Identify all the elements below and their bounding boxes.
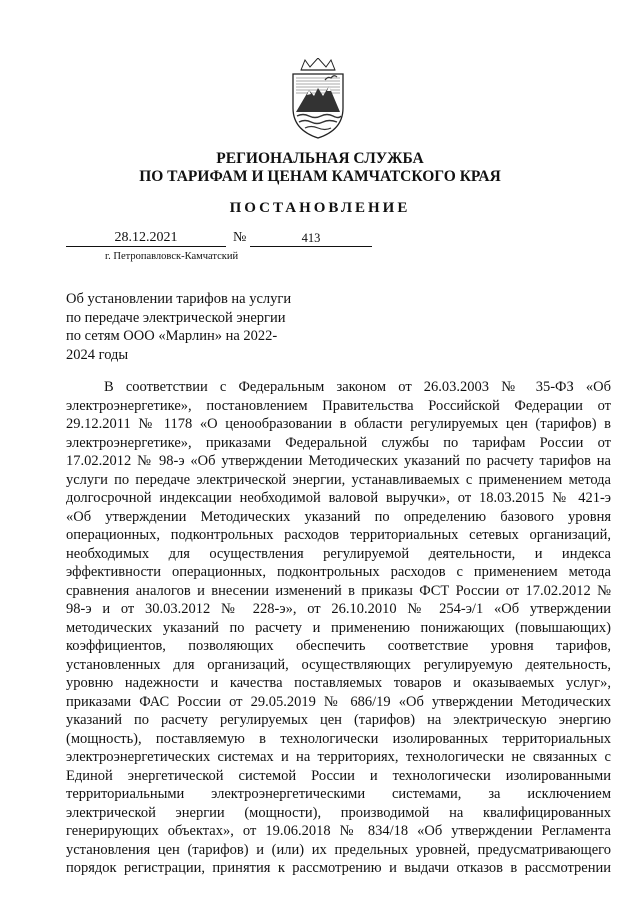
kamchatka-coat-of-arms-icon	[287, 58, 349, 140]
body-line: электрической энергии (мощности), производимой на квалифицированных	[66, 804, 611, 821]
body-line: порядок регистрации, принятия к рассмотрению и выдачи отказов в рассмотрении	[66, 860, 611, 876]
body-line: долгосрочной индексации необходимой валовой выручки», от 18.03.2015 № 421-э	[66, 490, 611, 506]
body-line: генерирующих объектах», от 19.06.2018 № 834/18 «Об утверждении Регламента	[66, 823, 611, 839]
subject-line: по сетям ООО «Марлин» на 2022-	[66, 328, 278, 344]
document-number: 413	[301, 231, 321, 245]
organization-name-line2: ПО ТАРИФАМ И ЦЕНАМ КАМЧАТСКОГО КРАЯ	[139, 168, 501, 185]
body-line: 98-э и от 30.03.2012 № 228-э», от 26.10.2010 № 254-э/1 «Об утверждении	[66, 601, 611, 617]
body-line: территориальными электроэнергетическими системами, за исключением	[66, 786, 611, 802]
body-line: установленных для организаций, осуществляющих регулируемую деятельность,	[66, 656, 611, 673]
body-line: установления цен (тарифов) и (или) их предельных уровней, предусматривающего	[66, 841, 611, 858]
body-line: электроэнергетике», приказами Федеральной службы по тарифам России от	[66, 434, 611, 451]
body-line: «Об утверждении Методических указаний по определению базового уровня	[66, 508, 611, 525]
body-line: услуги по передаче электрической энергии, устанавливаемых с применением метода	[66, 471, 611, 488]
body-line: 17.02.2012 № 98-э «Об утверждении Методических указаний по расчету тарифов на	[66, 453, 611, 469]
body-line: сравнения аналогов и внесении изменений в приказы ФСТ России от 17.02.2012 №	[66, 582, 611, 599]
subject-line: по передаче электрической энергии	[66, 309, 286, 326]
body-line: эффективности операционных, подконтрольных расходов с применением метода	[66, 564, 611, 580]
document-type-title: ПОСТАНОВЛЕНИЕ	[229, 200, 411, 216]
subject-line: 2024 годы	[66, 346, 129, 363]
body-line: (мощность), поставляемую в технологически изолированных территориальных	[66, 730, 611, 747]
body-line: приказами ФАС России от 29.05.2019 № 686/19 «Об утверждении Методических	[66, 693, 611, 710]
body-line: методических указаний по расчету и применению понижающих (повышающих)	[66, 619, 611, 636]
body-line: указаний по расчету регулируемых цен (тарифов) на электрическую энергию	[66, 712, 611, 728]
body-line: коэффициентов, позволяющих обеспечить соответствие уровня тарифов,	[66, 638, 611, 654]
document-date: 28.12.2021	[114, 230, 178, 245]
body-line: операционных, подконтрольных расходов территориальных сетевых организаций,	[66, 527, 611, 543]
document-subject	[66, 290, 306, 364]
document-city: г. Петропавловск-Камчатский	[105, 251, 239, 262]
body-line: уровню надежности и качества поставляемых товаров и оказываемых услуг»,	[66, 675, 611, 691]
number-underline	[250, 246, 372, 247]
body-line: необходимых для осуществления регулируемой деятельности, и индекса	[66, 545, 611, 562]
organization-name-line1: РЕГИОНАЛЬНАЯ СЛУЖБА	[216, 150, 424, 167]
body-line: электроэнергетике», постановлением Правительства Российской Федерации от	[66, 397, 611, 414]
body-line: электроэнергетических системах и на территориях, технологически не связанных с	[66, 749, 611, 765]
body-line: В соответствии с Федеральным законом от 26.03.2003 № 35-ФЗ «Об	[104, 379, 611, 395]
body-line: 29.12.2011 № 1178 «О ценообразовании в области регулируемых цен (тарифов) в	[66, 416, 611, 432]
subject-line: Об установлении тарифов на услуги	[66, 291, 292, 307]
document-body	[66, 378, 611, 878]
number-sign: №	[233, 230, 247, 245]
date-underline	[66, 246, 226, 247]
body-line: Единой энергетической системой России и технологически изолированными	[66, 767, 611, 784]
